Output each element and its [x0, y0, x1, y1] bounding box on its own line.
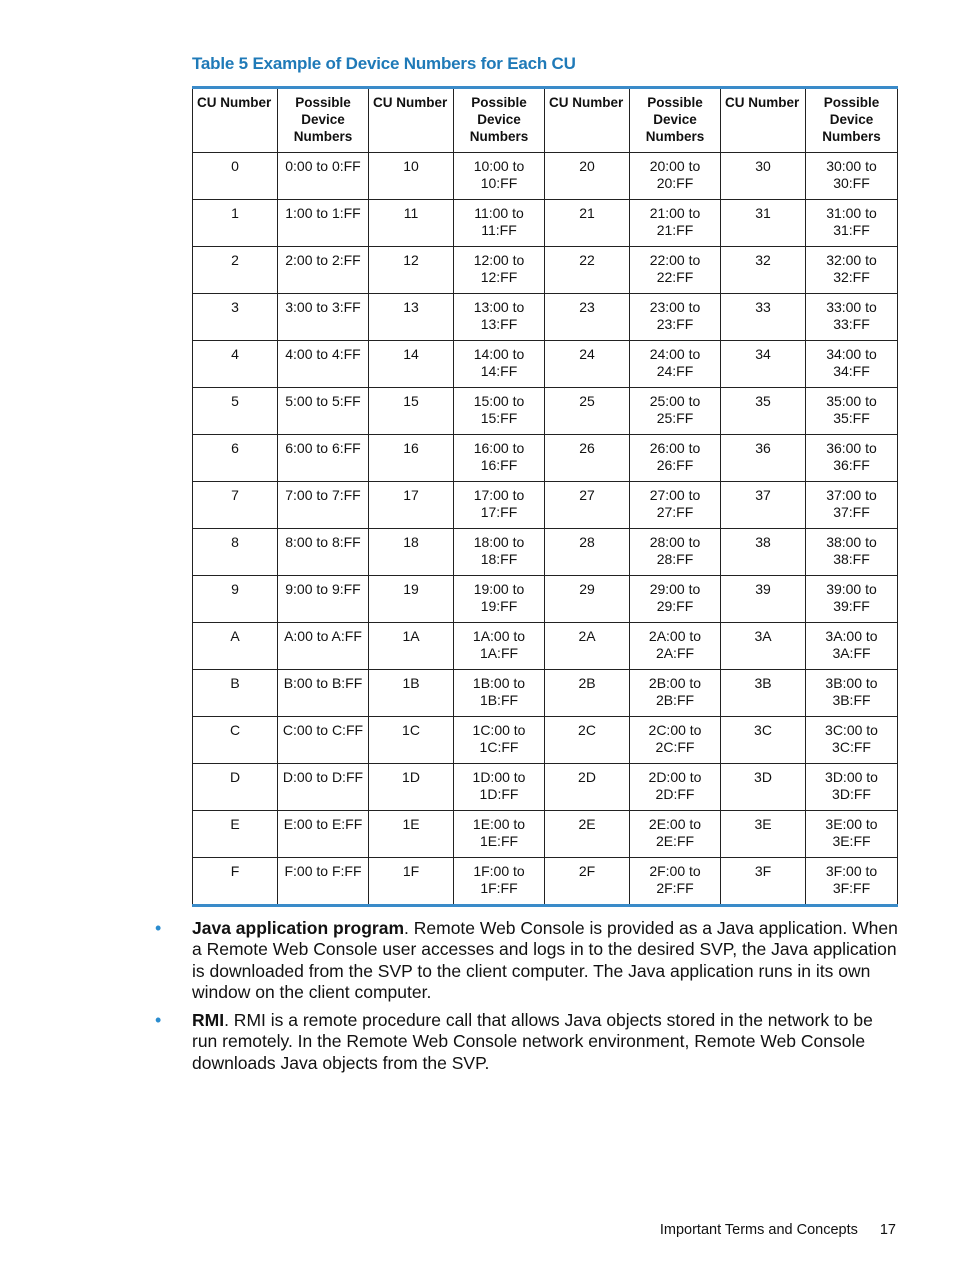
column-header: CU Number	[369, 88, 454, 153]
device-range-cell: 38:00 to 38:FF	[806, 529, 898, 576]
table-row	[193, 435, 898, 482]
cu-number-cell: 2E	[545, 811, 630, 858]
cu-number-cell: 1E	[369, 811, 454, 858]
device-range-cell: 14:00 to 14:FF	[454, 341, 545, 388]
device-range-cell: 11:00 to 11:FF	[454, 200, 545, 247]
cu-number-cell: 19	[369, 576, 454, 623]
table-row	[193, 529, 898, 576]
table-row	[193, 717, 898, 764]
cu-number-cell: 22	[545, 247, 630, 294]
cu-number-cell: 11	[369, 200, 454, 247]
cu-number-cell: 37	[721, 482, 806, 529]
cu-number-cell: 39	[721, 576, 806, 623]
device-range-cell: 19:00 to 19:FF	[454, 576, 545, 623]
device-range-cell: 12:00 to 12:FF	[454, 247, 545, 294]
device-range-cell: 17:00 to 17:FF	[454, 482, 545, 529]
device-range-cell: 28:00 to 28:FF	[630, 529, 721, 576]
cu-number-cell: E	[193, 811, 278, 858]
cu-number-cell: 9	[193, 576, 278, 623]
cu-number-cell: 27	[545, 482, 630, 529]
device-range-cell: 29:00 to 29:FF	[630, 576, 721, 623]
device-range-cell: 1E:00 to 1E:FF	[454, 811, 545, 858]
device-range-cell: 1B:00 to 1B:FF	[454, 670, 545, 717]
cu-number-cell: 2	[193, 247, 278, 294]
device-range-cell: 2B:00 to 2B:FF	[630, 670, 721, 717]
table-row	[193, 388, 898, 435]
device-range-cell: 1F:00 to 1F:FF	[454, 858, 545, 906]
column-header: Possible Device Numbers	[806, 88, 898, 153]
cu-number-cell: 18	[369, 529, 454, 576]
device-range-cell: 23:00 to 23:FF	[630, 294, 721, 341]
device-range-cell: B:00 to B:FF	[278, 670, 369, 717]
device-range-cell: 2E:00 to 2E:FF	[630, 811, 721, 858]
device-range-cell: 30:00 to 30:FF	[806, 153, 898, 200]
cu-number-cell: 2B	[545, 670, 630, 717]
device-range-cell: 3A:00 to 3A:FF	[806, 623, 898, 670]
table-row	[193, 247, 898, 294]
table-body	[193, 153, 898, 906]
device-range-cell: 4:00 to 4:FF	[278, 341, 369, 388]
cu-number-cell: D	[193, 764, 278, 811]
cu-number-cell: 34	[721, 341, 806, 388]
cu-number-cell: 4	[193, 341, 278, 388]
column-header: Possible Device Numbers	[454, 88, 545, 153]
cu-number-cell: 5	[193, 388, 278, 435]
cu-number-cell: 1A	[369, 623, 454, 670]
bullet-term: Java application program	[192, 918, 405, 938]
cu-number-cell: 3F	[721, 858, 806, 906]
device-range-cell: F:00 to F:FF	[278, 858, 369, 906]
cu-number-cell: 14	[369, 341, 454, 388]
device-number-table	[192, 86, 898, 907]
device-range-cell: 3E:00 to 3E:FF	[806, 811, 898, 858]
device-range-cell: 20:00 to 20:FF	[630, 153, 721, 200]
bullet-icon: •	[155, 918, 162, 938]
device-range-cell: 36:00 to 36:FF	[806, 435, 898, 482]
device-range-cell: 25:00 to 25:FF	[630, 388, 721, 435]
bullet-list	[155, 918, 900, 1081]
table-row	[193, 153, 898, 200]
device-range-cell: 1A:00 to 1A:FF	[454, 623, 545, 670]
table-row	[193, 482, 898, 529]
cu-number-cell: 28	[545, 529, 630, 576]
cu-number-cell: 2C	[545, 717, 630, 764]
table-row	[193, 623, 898, 670]
device-range-cell: 7:00 to 7:FF	[278, 482, 369, 529]
cu-number-cell: 1	[193, 200, 278, 247]
column-header: Possible Device Numbers	[630, 88, 721, 153]
cu-number-cell: 30	[721, 153, 806, 200]
device-range-cell: 34:00 to 34:FF	[806, 341, 898, 388]
device-range-cell: 24:00 to 24:FF	[630, 341, 721, 388]
device-range-cell: 3:00 to 3:FF	[278, 294, 369, 341]
cu-number-cell: 35	[721, 388, 806, 435]
device-range-cell: 13:00 to 13:FF	[454, 294, 545, 341]
cu-number-cell: 10	[369, 153, 454, 200]
cu-number-cell: 29	[545, 576, 630, 623]
page-number: 17	[879, 1222, 896, 1238]
list-item	[155, 918, 900, 1003]
cu-number-cell: 3E	[721, 811, 806, 858]
device-range-cell: 2:00 to 2:FF	[278, 247, 369, 294]
cu-number-cell: 16	[369, 435, 454, 482]
device-range-cell: D:00 to D:FF	[278, 764, 369, 811]
cu-number-cell: 1B	[369, 670, 454, 717]
cu-number-cell: 23	[545, 294, 630, 341]
device-range-cell: 5:00 to 5:FF	[278, 388, 369, 435]
cu-number-cell: C	[193, 717, 278, 764]
device-range-cell: E:00 to E:FF	[278, 811, 369, 858]
device-range-cell: 21:00 to 21:FF	[630, 200, 721, 247]
device-range-cell: 3D:00 to 3D:FF	[806, 764, 898, 811]
cu-number-cell: 15	[369, 388, 454, 435]
table-row	[193, 341, 898, 388]
device-range-cell: A:00 to A:FF	[278, 623, 369, 670]
cu-number-cell: 8	[193, 529, 278, 576]
device-range-cell: 15:00 to 15:FF	[454, 388, 545, 435]
bullet-text: . Remote Web Console is provided as a Java application. When a Remote Web Console user accesses and logs in to the desired SVP, the Java application is downloaded from the SVP to the client computer. The Java application runs in its own window on the client computer.	[192, 918, 898, 1002]
cu-number-cell: 3	[193, 294, 278, 341]
table-caption: Table 5 Example of Device Numbers for Each CU	[192, 54, 576, 73]
device-range-cell: 18:00 to 18:FF	[454, 529, 545, 576]
cu-number-cell: 1C	[369, 717, 454, 764]
device-range-cell: 10:00 to 10:FF	[454, 153, 545, 200]
list-item	[155, 1010, 900, 1074]
device-range-cell: C:00 to C:FF	[278, 717, 369, 764]
footer-section-title: Important Terms and Concepts	[659, 1222, 858, 1238]
device-range-cell: 32:00 to 32:FF	[806, 247, 898, 294]
cu-number-cell: A	[193, 623, 278, 670]
device-range-cell: 31:00 to 31:FF	[806, 200, 898, 247]
cu-number-cell: B	[193, 670, 278, 717]
column-header: CU Number	[193, 88, 278, 153]
cu-number-cell: 17	[369, 482, 454, 529]
cu-number-cell: 1D	[369, 764, 454, 811]
bullet-icon: •	[155, 1010, 162, 1031]
cu-number-cell: 1F	[369, 858, 454, 906]
table-row	[193, 811, 898, 858]
device-range-cell: 33:00 to 33:FF	[806, 294, 898, 341]
column-header: CU Number	[721, 88, 806, 153]
device-range-cell: 2D:00 to 2D:FF	[630, 764, 721, 811]
cu-number-cell: 7	[193, 482, 278, 529]
cu-number-cell: 6	[193, 435, 278, 482]
cu-number-cell: 13	[369, 294, 454, 341]
device-range-cell: 26:00 to 26:FF	[630, 435, 721, 482]
device-range-cell: 9:00 to 9:FF	[278, 576, 369, 623]
cu-number-cell: 3D	[721, 764, 806, 811]
device-range-cell: 37:00 to 37:FF	[806, 482, 898, 529]
cu-number-cell: 2D	[545, 764, 630, 811]
device-range-cell: 6:00 to 6:FF	[278, 435, 369, 482]
device-range-cell: 1D:00 to 1D:FF	[454, 764, 545, 811]
device-range-cell: 16:00 to 16:FF	[454, 435, 545, 482]
device-range-cell: 0:00 to 0:FF	[278, 153, 369, 200]
cu-number-cell: 0	[193, 153, 278, 200]
cu-number-cell: 32	[721, 247, 806, 294]
cu-number-cell: 3A	[721, 623, 806, 670]
column-header: Possible Device Numbers	[278, 88, 369, 153]
cu-number-cell: 36	[721, 435, 806, 482]
table-row	[193, 764, 898, 811]
cu-number-cell: F	[193, 858, 278, 906]
table-header-row	[193, 88, 898, 153]
cu-number-cell: 25	[545, 388, 630, 435]
device-range-cell: 8:00 to 8:FF	[278, 529, 369, 576]
device-range-cell: 39:00 to 39:FF	[806, 576, 898, 623]
device-range-cell: 35:00 to 35:FF	[806, 388, 898, 435]
table-row	[193, 200, 898, 247]
bullet-text: . RMI is a remote procedure call that allows Java objects stored in the network to be run remotely. In the Remote Web Console network environment, Remote Web Console downloads Java objects from the SVP.	[192, 1010, 873, 1073]
column-header: CU Number	[545, 88, 630, 153]
bullet-term: RMI	[192, 1010, 225, 1031]
table-row	[193, 294, 898, 341]
cu-number-cell: 26	[545, 435, 630, 482]
device-range-cell: 3F:00 to 3F:FF	[806, 858, 898, 906]
cu-number-cell: 24	[545, 341, 630, 388]
device-range-cell: 27:00 to 27:FF	[630, 482, 721, 529]
cu-number-cell: 2A	[545, 623, 630, 670]
cu-number-cell: 38	[721, 529, 806, 576]
cu-number-cell: 33	[721, 294, 806, 341]
cu-number-cell: 20	[545, 153, 630, 200]
device-range-cell: 3B:00 to 3B:FF	[806, 670, 898, 717]
cu-number-cell: 12	[369, 247, 454, 294]
page-footer	[660, 1222, 896, 1238]
table-row	[193, 576, 898, 623]
device-range-cell: 1C:00 to 1C:FF	[454, 717, 545, 764]
device-range-cell: 22:00 to 22:FF	[630, 247, 721, 294]
cu-number-cell: 3C	[721, 717, 806, 764]
device-range-cell: 2C:00 to 2C:FF	[630, 717, 721, 764]
cu-number-cell: 31	[721, 200, 806, 247]
device-range-cell: 1:00 to 1:FF	[278, 200, 369, 247]
cu-number-cell: 21	[545, 200, 630, 247]
cu-number-cell: 3B	[721, 670, 806, 717]
table-row	[193, 670, 898, 717]
cu-number-cell: 2F	[545, 858, 630, 906]
table-row	[193, 858, 898, 906]
device-range-cell: 2F:00 to 2F:FF	[630, 858, 721, 906]
device-range-cell: 2A:00 to 2A:FF	[630, 623, 721, 670]
device-range-cell: 3C:00 to 3C:FF	[806, 717, 898, 764]
